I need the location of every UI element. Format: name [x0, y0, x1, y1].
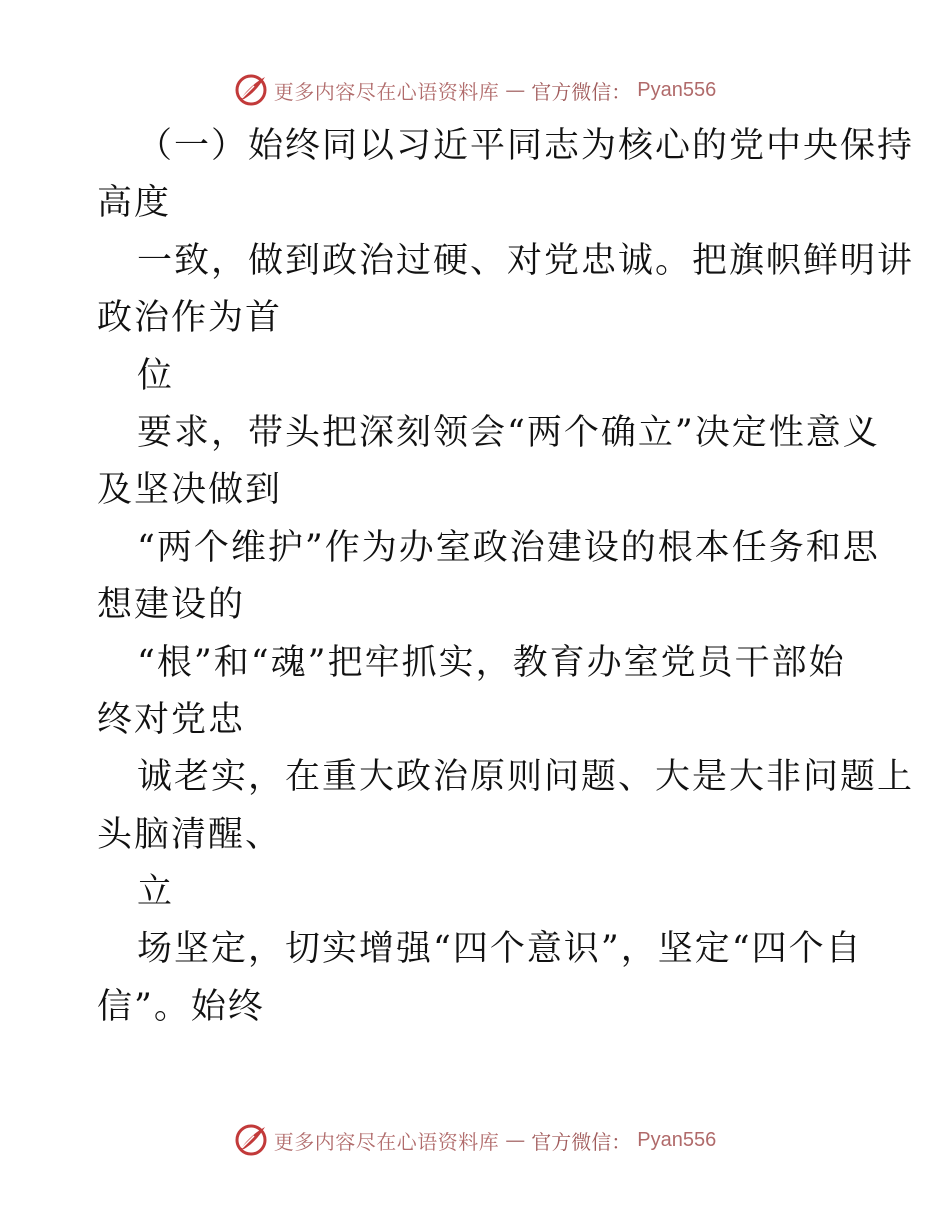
text-line: “两个维护”作为办室政治建设的根本任务和思 [137, 527, 880, 568]
text-line: 信”。始终 [97, 986, 265, 1027]
header-watermark [0, 70, 950, 110]
text-line: “根”和“魂”把牢抓实，教育办室党员干部始 [137, 642, 846, 683]
text-line: 政治作为首 [97, 298, 283, 339]
watermark-text: 更多内容尽在心语资料库 [273, 1129, 500, 1154]
text-line: 终对党忠 [97, 699, 246, 740]
text-line: 想建设的 [97, 585, 246, 626]
text-line: （一）始终同以习近平同志为核心的党中央保持 [137, 126, 915, 166]
feather-quill-icon [234, 73, 268, 107]
feather-quill-icon [234, 1123, 268, 1157]
text-line: 及坚决做到 [97, 470, 283, 511]
watermark-dash: — [505, 78, 526, 102]
text-line: 诚老实，在重大政治原则问题、大是大非问题上 [137, 757, 915, 798]
footer-watermark [0, 1120, 950, 1160]
text-line: 立 [137, 872, 175, 913]
watermark-wechat-label: 官方微信： [531, 79, 632, 104]
text-line: 位 [137, 355, 175, 396]
watermark-dash: — [505, 1128, 526, 1152]
watermark-wechat-id: Pyan556 [637, 1128, 717, 1151]
watermark-wechat-label: 官方微信： [531, 1129, 632, 1154]
text-line: 要求，带头把深刻领会“两个确立”决定性意义 [137, 412, 880, 453]
watermark-wechat-id: Pyan556 [637, 78, 717, 101]
watermark-text: 更多内容尽在心语资料库 [273, 79, 500, 104]
text-line: 高度 [97, 183, 172, 224]
text-line: 场坚定，切实增强“四个意识”，坚定“四个自 [137, 929, 863, 970]
text-line: 头脑清醒、 [97, 814, 283, 855]
document-body [97, 118, 915, 1036]
text-line: 一致，做到政治过硬、对党忠诚。把旗帜鲜明讲 [137, 240, 915, 281]
